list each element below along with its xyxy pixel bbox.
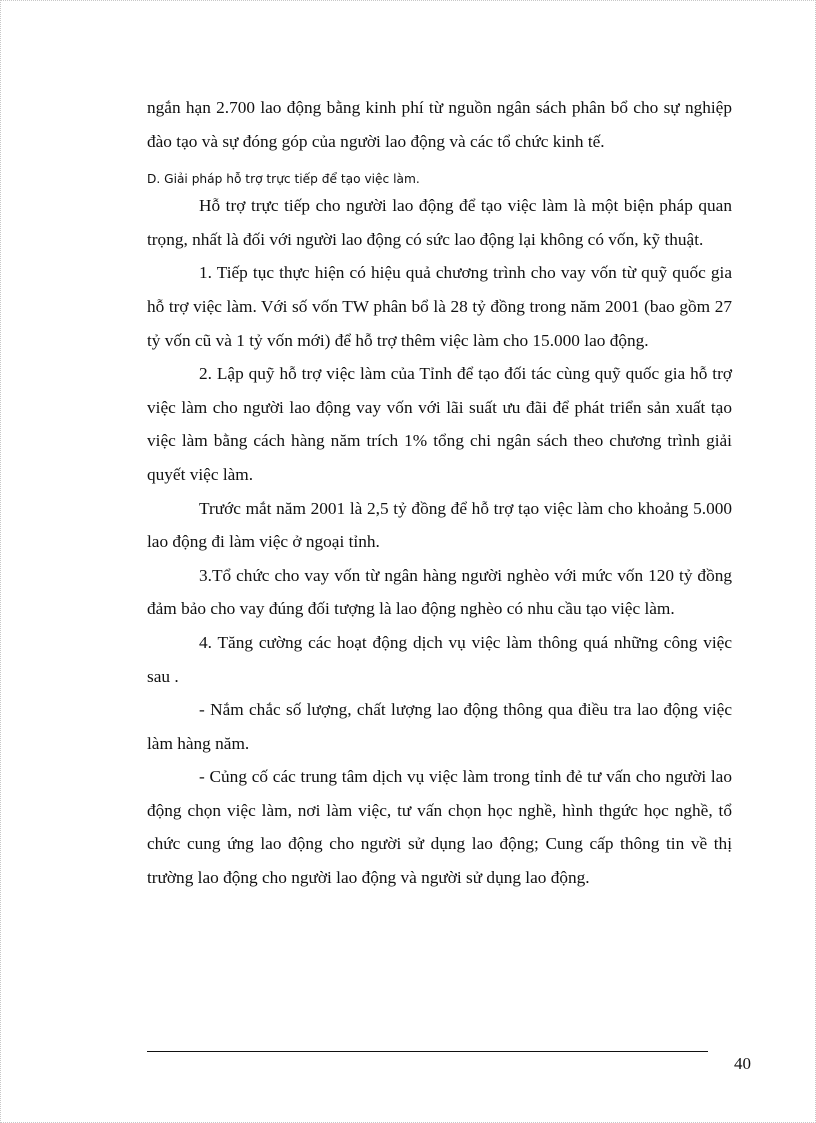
paragraph-item-3: 3.Tổ chức cho vay vốn từ ngân hàng người nghèo với mức vốn 120 tỷ đồng đảm bảo cho vay đúng đối tượng là lao động nghèo có nhu cầu tạo việc làm. (147, 565, 732, 619)
section-heading: D. Giải pháp hỗ trợ trực tiếp để tạo việc làm. (147, 172, 420, 187)
paragraph-item-2-note: Trước mắt năm 2001 là 2,5 tỷ đồng để hỗ trợ tạo việc làm cho khoảng 5.000 lao động đi làm việc ở ngoại tỉnh. (147, 498, 732, 552)
footer-rule (147, 1051, 708, 1052)
paragraph-item-1: 1. Tiếp tục thực hiện có hiệu quả chương trình cho vay vốn từ quỹ quốc gia hỗ trợ việc làm. Với số vốn TW phân bổ là 28 tỷ đồng trong năm 2001 (bao gồm 27 tỷ vốn cũ và 1 tỷ vốn mới) để hỗ trợ thêm việc làm cho 15.000 lao động. (147, 263, 732, 350)
page-number: 40 (734, 1054, 751, 1073)
paragraph-intro: Hỗ trợ trực tiếp cho người lao động để tạo việc làm là một biện pháp quan trọng, nhất là đối với người lao động có sức lao động lại không có vốn, kỹ thuật. (147, 196, 732, 249)
paragraph-item-4: 4. Tăng cường các hoạt động dịch vụ việc làm thông quá những công việc sau . (147, 632, 732, 686)
paragraph-bullet-1: - Nắm chắc số lượng, chất lượng lao động thông qua điều tra lao động việc làm hàng năm. (147, 700, 732, 753)
body-text (147, 91, 732, 895)
paragraph-bullet-2: - Củng cố các trung tâm dịch vụ việc làm trong tỉnh đẻ tư vấn cho người lao động chọn việc làm, nơi làm việc, tư vấn chọn học nghề, hình thgức học nghề, tổ chức cung ứng lao động cho người sử dụng lao động; Cung cấp thông tin về thị trường lao động cho người lao động và người sử dụng lao động. (147, 767, 732, 888)
paragraph-continuation: ngắn hạn 2.700 lao động bằng kinh phí từ nguồn ngân sách phân bổ cho sự nghiệp đào tạo và sự đóng góp của người lao động và các tổ chức kinh tế. (147, 98, 732, 151)
paragraph-item-2: 2. Lập quỹ hỗ trợ việc làm của Tỉnh để tạo đối tác cùng quỹ quốc gia hỗ trợ việc làm cho người lao động vay vốn với lãi suất ưu đãi để phát triển sản xuất tạo việc làm bằng cách hàng năm trích 1% tổng chi ngân sách theo chương trình giải quyết việc làm. (147, 364, 732, 484)
